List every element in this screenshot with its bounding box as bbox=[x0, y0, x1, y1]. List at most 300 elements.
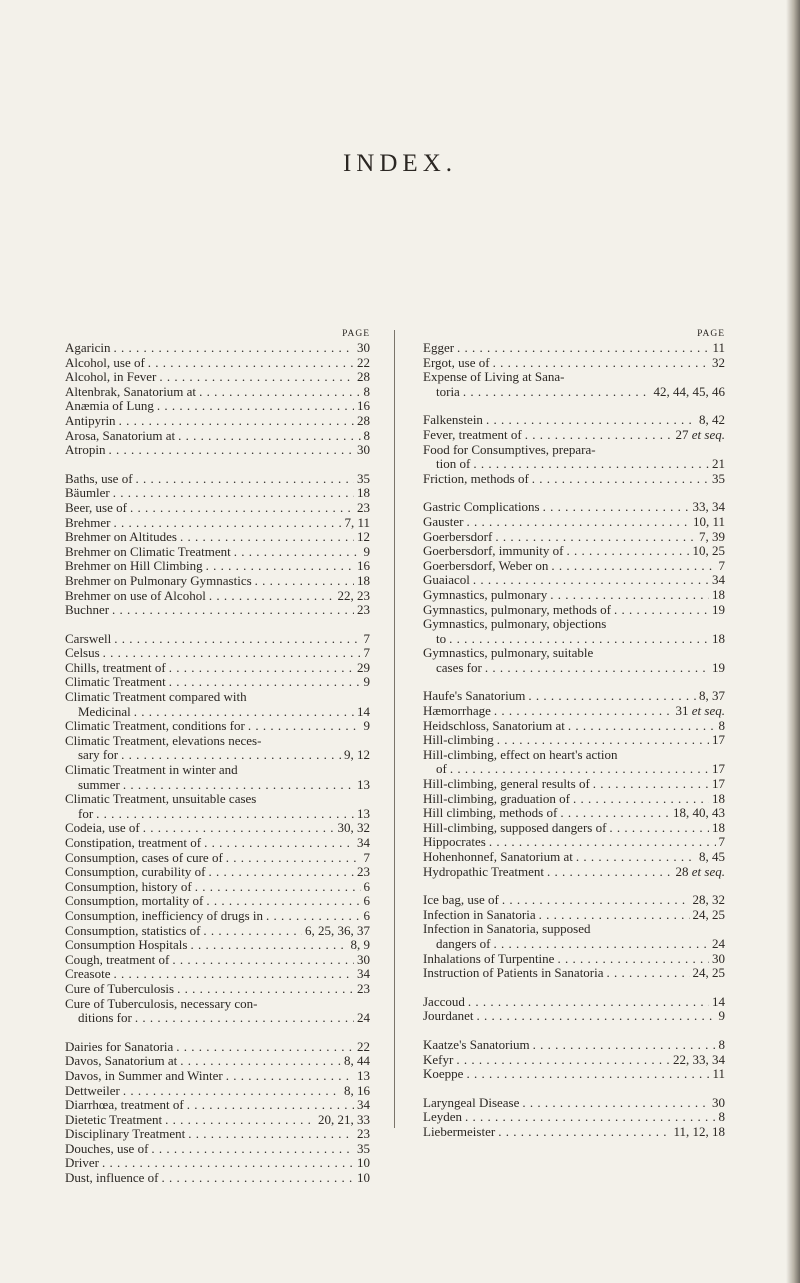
index-entry bbox=[65, 661, 370, 676]
index-entry bbox=[423, 704, 725, 719]
entry-page-numbers: 27 bbox=[675, 426, 689, 442]
entry-page-numbers: 30, 32 bbox=[337, 820, 370, 836]
leader-dots bbox=[489, 835, 716, 850]
entry-pages bbox=[712, 1067, 725, 1082]
entry-pages bbox=[712, 733, 725, 748]
entry-pages bbox=[699, 850, 725, 865]
leader-dots bbox=[162, 1171, 354, 1186]
entry-page-numbers: 12 bbox=[357, 529, 370, 545]
leader-dots bbox=[135, 1011, 354, 1026]
entry-label: Hippocrates bbox=[423, 834, 486, 850]
leader-dots bbox=[204, 836, 354, 851]
entry-label: Dust, influence of bbox=[65, 1170, 159, 1186]
entry-label: Climatic Treatment, conditions for bbox=[65, 718, 245, 734]
entry-label: Friction, methods of bbox=[423, 470, 529, 486]
entry-pages bbox=[364, 894, 371, 909]
entry-label: Infection in Sanatoria, supposed bbox=[423, 921, 591, 937]
entry-page-numbers: 8 bbox=[718, 1036, 725, 1052]
index-entry bbox=[65, 1142, 370, 1157]
leader-dots bbox=[266, 909, 361, 924]
index-group-d bbox=[65, 1040, 370, 1186]
index-entry bbox=[65, 1054, 370, 1069]
entry-pages bbox=[712, 573, 725, 588]
entry-pages bbox=[364, 880, 371, 895]
index-entry bbox=[65, 472, 370, 487]
entry-label: Climatic Treatment in winter and bbox=[65, 762, 238, 778]
entry-label: Consumption, cases of cure of bbox=[65, 849, 223, 865]
entry-page-numbers: 18 bbox=[712, 819, 725, 835]
entry-label: Heidschloss, Sanatorium at bbox=[423, 717, 565, 733]
entry-page-numbers: 9 bbox=[718, 1008, 725, 1024]
leader-dots bbox=[593, 777, 709, 792]
entry-label: Jaccoud bbox=[423, 993, 465, 1009]
leader-dots bbox=[188, 1127, 354, 1142]
entry-pages bbox=[712, 356, 725, 371]
leader-dots bbox=[136, 472, 354, 487]
leader-dots bbox=[466, 1067, 709, 1082]
entry-page-numbers: 19 bbox=[712, 601, 725, 617]
leader-dots bbox=[473, 573, 709, 588]
entry-label: Dettweiler bbox=[65, 1082, 120, 1098]
entry-page-numbers: 10 bbox=[357, 1155, 370, 1171]
index-entry bbox=[423, 472, 725, 487]
index-entry bbox=[65, 341, 370, 356]
index-entry bbox=[423, 443, 725, 458]
page-column-header: PAGE bbox=[697, 329, 725, 339]
entry-continuation-label: sary for bbox=[78, 747, 119, 763]
index-entry bbox=[65, 603, 370, 618]
entry-page-numbers: 7, 39 bbox=[699, 528, 725, 544]
leader-dots bbox=[539, 908, 690, 923]
leader-dots bbox=[151, 1142, 354, 1157]
entry-label: Expense of Living at Sana- bbox=[423, 369, 565, 385]
index-entry bbox=[423, 1125, 725, 1140]
entry-label: Climatic Treatment, elevations neces- bbox=[65, 732, 262, 748]
entry-pages bbox=[364, 429, 371, 444]
leader-dots bbox=[463, 385, 651, 400]
index-entry-continuation bbox=[65, 705, 370, 720]
entry-pages bbox=[357, 399, 370, 414]
leader-dots bbox=[528, 689, 696, 704]
entry-page-suffix: et seq. bbox=[691, 703, 725, 719]
entry-page-numbers: 34 bbox=[357, 1097, 370, 1113]
entry-label: Liebermeister bbox=[423, 1123, 496, 1139]
leader-dots bbox=[209, 589, 335, 604]
entry-label: Egger bbox=[423, 340, 455, 355]
entry-label: Fever, treatment of bbox=[423, 426, 522, 442]
entry-pages bbox=[693, 966, 726, 981]
leader-dots bbox=[522, 1096, 709, 1111]
entry-pages bbox=[357, 559, 370, 574]
leader-dots bbox=[494, 937, 709, 952]
index-entry bbox=[423, 733, 725, 748]
entry-page-numbers: 8, 37 bbox=[699, 688, 725, 704]
entry-label: Davos, in Summer and Winter bbox=[65, 1067, 223, 1083]
index-entry-continuation bbox=[423, 385, 725, 400]
entry-pages bbox=[357, 501, 370, 516]
entry-pages bbox=[719, 835, 726, 850]
index-entry bbox=[423, 341, 725, 356]
index-entry bbox=[65, 997, 370, 1012]
entry-page-numbers: 10, 25 bbox=[692, 543, 725, 559]
leader-dots bbox=[159, 370, 354, 385]
entry-pages: 24 bbox=[357, 1010, 370, 1026]
entry-label: Hill-climbing bbox=[423, 732, 494, 748]
index-entry bbox=[65, 836, 370, 851]
entry-label: Chills, treatment of bbox=[65, 659, 166, 675]
leader-dots bbox=[113, 967, 354, 982]
entry-page-numbers: 23 bbox=[357, 499, 370, 515]
entry-pages bbox=[719, 1009, 726, 1024]
entry-pages: 19 bbox=[712, 659, 725, 675]
entry-label: Alcohol, in Fever bbox=[65, 369, 157, 385]
entry-label: Food for Consumptives, prepara- bbox=[423, 441, 596, 457]
entry-pages: 21 bbox=[712, 456, 725, 472]
entry-label: Baths, use of bbox=[65, 470, 133, 486]
entry-page-numbers: 30 bbox=[357, 951, 370, 967]
entry-label: Consumption, inefficiency of drugs in bbox=[65, 907, 263, 923]
leader-dots bbox=[172, 953, 354, 968]
index-entry bbox=[65, 1113, 370, 1128]
index-entry bbox=[65, 938, 370, 953]
entry-page-numbers: 23 bbox=[357, 864, 370, 880]
entry-pages bbox=[357, 370, 370, 385]
entry-page-numbers: 9 bbox=[363, 543, 370, 559]
index-entry-continuation bbox=[65, 807, 370, 822]
index-entry bbox=[65, 501, 370, 516]
entry-label: Laryngeal Disease bbox=[423, 1094, 520, 1110]
index-entry bbox=[423, 908, 725, 923]
entry-pages bbox=[676, 865, 725, 880]
leader-dots bbox=[607, 966, 690, 981]
entry-page-numbers: 28 bbox=[357, 412, 370, 428]
entry-page-numbers: 22, 33, 34 bbox=[673, 1051, 725, 1067]
index-entry bbox=[65, 1040, 370, 1055]
index-entry bbox=[423, 821, 725, 836]
index-entry-continuation bbox=[423, 632, 725, 647]
entry-label: Ice bag, use of bbox=[423, 892, 499, 908]
entry-pages bbox=[344, 1084, 370, 1099]
entry-label: Brehmer on Pulmonary Gymnastics bbox=[65, 572, 252, 588]
index-entry bbox=[423, 995, 725, 1010]
index-entry bbox=[65, 486, 370, 501]
entry-label: Hill-climbing, supposed dangers of bbox=[423, 819, 607, 835]
entry-continuation-label: dangers of bbox=[436, 935, 491, 951]
index-entry bbox=[423, 603, 725, 618]
index-group-h bbox=[423, 689, 725, 879]
entry-label: Beer, use of bbox=[65, 499, 127, 515]
leader-dots bbox=[532, 472, 709, 487]
leader-dots bbox=[560, 806, 670, 821]
entry-page-numbers: 18 bbox=[712, 790, 725, 806]
entry-pages bbox=[357, 865, 370, 880]
entry-label: Goerbersdorf, Weber on bbox=[423, 557, 549, 573]
index-entry bbox=[65, 967, 370, 982]
index-entry-continuation bbox=[423, 937, 725, 952]
entry-label: Consumption Hospitals bbox=[65, 937, 188, 953]
leader-dots bbox=[169, 675, 361, 690]
leader-dots bbox=[157, 399, 354, 414]
entry-pages bbox=[693, 500, 726, 515]
column-divider bbox=[394, 330, 395, 1128]
leader-dots bbox=[502, 893, 690, 908]
index-entry-continuation bbox=[423, 762, 725, 777]
index-entry bbox=[65, 646, 370, 661]
index-group-j bbox=[423, 995, 725, 1024]
entry-page-numbers: 23 bbox=[357, 1126, 370, 1142]
entry-page-numbers: 16 bbox=[357, 558, 370, 574]
entry-pages: 24 bbox=[712, 935, 725, 951]
index-entry bbox=[423, 544, 725, 559]
leader-dots bbox=[543, 500, 690, 515]
page-title: INDEX. bbox=[342, 150, 457, 177]
index-entry bbox=[65, 370, 370, 385]
entry-page-numbers: 6 bbox=[363, 907, 370, 923]
entry-pages bbox=[364, 632, 371, 647]
entry-label: Diarrhœa, treatment of bbox=[65, 1097, 184, 1113]
leader-dots bbox=[96, 807, 354, 822]
index-group-l bbox=[423, 1096, 725, 1140]
entry-label: Gymnastics, pulmonary bbox=[423, 586, 548, 602]
entry-page-numbers: 22, 23 bbox=[337, 587, 370, 603]
index-column-right bbox=[423, 328, 725, 1140]
entry-pages bbox=[693, 515, 725, 530]
entry-page-numbers: 16 bbox=[357, 398, 370, 414]
entry-page-numbers: 9 bbox=[363, 718, 370, 734]
index-entry bbox=[65, 429, 370, 444]
entry-pages: 14 bbox=[357, 703, 370, 719]
entry-pages bbox=[673, 1125, 725, 1140]
entry-pages bbox=[357, 356, 370, 371]
entry-page-numbers: 30 bbox=[357, 442, 370, 458]
entry-pages: 13 bbox=[357, 776, 370, 792]
leader-dots bbox=[494, 704, 673, 719]
leader-dots bbox=[165, 1113, 315, 1128]
index-group-a bbox=[65, 341, 370, 458]
entry-page-numbers: 29 bbox=[357, 659, 370, 675]
entry-pages bbox=[719, 559, 726, 574]
entry-page-numbers: 22 bbox=[357, 354, 370, 370]
leader-dots bbox=[206, 559, 354, 574]
entry-continuation-label: Medicinal bbox=[78, 703, 131, 719]
entry-pages: 13 bbox=[357, 805, 370, 821]
index-entry bbox=[65, 414, 370, 429]
index-entry bbox=[423, 515, 725, 530]
entry-pages bbox=[712, 341, 725, 356]
entry-page-numbers: 8, 45 bbox=[699, 849, 725, 864]
index-entry bbox=[65, 516, 370, 531]
leader-dots bbox=[103, 646, 361, 661]
index-entry bbox=[65, 589, 370, 604]
index-group-i bbox=[423, 893, 725, 981]
leader-dots bbox=[614, 603, 709, 618]
entry-page-numbers: 18, 40, 43 bbox=[673, 805, 725, 821]
entry-pages bbox=[344, 516, 370, 531]
index-entry bbox=[423, 1110, 725, 1125]
entry-pages bbox=[712, 821, 725, 836]
entry-page-numbers: 34 bbox=[357, 966, 370, 982]
entry-label: Instruction of Patients in Sanatoria bbox=[423, 965, 604, 981]
entry-pages bbox=[673, 806, 725, 821]
entry-pages bbox=[364, 909, 371, 924]
entry-page-numbers: 7 bbox=[363, 630, 370, 646]
entry-pages bbox=[318, 1113, 370, 1128]
entry-page-numbers: 6 bbox=[363, 878, 370, 894]
entry-page-numbers: 7, 11 bbox=[344, 514, 370, 530]
index-entry bbox=[423, 806, 725, 821]
entry-continuation-label: cases for bbox=[436, 659, 482, 675]
index-entry bbox=[423, 922, 725, 937]
index-entry bbox=[65, 821, 370, 836]
index-entry bbox=[423, 530, 725, 545]
entry-continuation-label: for bbox=[78, 805, 94, 821]
index-entry bbox=[423, 893, 725, 908]
entry-pages bbox=[699, 413, 725, 428]
entry-pages bbox=[357, 341, 370, 356]
leader-dots bbox=[576, 850, 696, 865]
entry-label: Koeppe bbox=[423, 1066, 464, 1082]
entry-label: Brehmer on use of Alcohol bbox=[65, 587, 206, 603]
entry-label: Driver bbox=[65, 1155, 99, 1171]
index-entry bbox=[65, 865, 370, 880]
entry-pages bbox=[357, 982, 370, 997]
entry-label: Consumption, statistics of bbox=[65, 922, 201, 938]
entry-pages bbox=[719, 1110, 726, 1125]
index-entry bbox=[65, 924, 370, 939]
index-entry bbox=[423, 1009, 725, 1024]
entry-pages bbox=[719, 1038, 726, 1053]
leader-dots bbox=[169, 661, 354, 676]
entry-page-numbers: 8, 44 bbox=[344, 1053, 370, 1069]
entry-pages bbox=[357, 472, 370, 487]
index-entry-continuation bbox=[65, 778, 370, 793]
index-group-k bbox=[423, 1038, 725, 1082]
entry-page-numbers: 35 bbox=[357, 470, 370, 486]
entry-label: Consumption, history of bbox=[65, 878, 192, 894]
entry-page-numbers: 31 bbox=[675, 703, 689, 719]
entry-label: Gastric Complications bbox=[423, 499, 540, 515]
index-entry bbox=[65, 1069, 370, 1084]
index-entry bbox=[65, 1156, 370, 1171]
index-entry bbox=[423, 588, 725, 603]
leader-dots bbox=[468, 995, 709, 1010]
index-entry bbox=[65, 1171, 370, 1186]
leader-dots bbox=[248, 719, 361, 734]
entry-label: Inhalations of Turpentine bbox=[423, 950, 555, 966]
index-entry bbox=[423, 1067, 725, 1082]
entry-page-numbers: 6, 25, 36, 37 bbox=[305, 922, 370, 938]
index-entry bbox=[423, 1038, 725, 1053]
entry-label: Hæmorrhage bbox=[423, 703, 491, 719]
entry-label: Kefyr bbox=[423, 1051, 454, 1067]
entry-pages bbox=[357, 530, 370, 545]
index-entry bbox=[65, 1127, 370, 1142]
entry-label: Haufe's Sanatorium bbox=[423, 688, 526, 704]
leader-dots bbox=[108, 443, 354, 458]
entry-pages bbox=[305, 924, 370, 939]
index-entry bbox=[423, 850, 725, 865]
entry-pages bbox=[357, 1142, 370, 1157]
index-entry-continuation bbox=[65, 748, 370, 763]
leader-dots bbox=[102, 1156, 354, 1171]
entry-page-numbers: 35 bbox=[357, 1140, 370, 1156]
index-entry bbox=[423, 777, 725, 792]
entry-pages bbox=[712, 952, 725, 967]
entry-continuation-label: tion of bbox=[436, 456, 471, 472]
leader-dots bbox=[113, 341, 354, 356]
entry-pages bbox=[364, 385, 371, 400]
entry-pages bbox=[357, 1098, 370, 1113]
entry-pages bbox=[699, 530, 725, 545]
index-entry bbox=[65, 719, 370, 734]
entry-continuation-label: toria bbox=[436, 383, 460, 399]
entry-page-numbers: 30 bbox=[712, 950, 725, 966]
entry-label: Guaiacol bbox=[423, 572, 470, 588]
entry-label: Kaatze's Sanatorium bbox=[423, 1036, 530, 1052]
entry-page-numbers: 10, 11 bbox=[692, 513, 725, 529]
entry-page-suffix: et seq. bbox=[691, 426, 725, 442]
entry-pages bbox=[364, 719, 371, 734]
index-entry bbox=[65, 763, 370, 778]
entry-pages bbox=[712, 588, 725, 603]
entry-page-numbers: 8, 42 bbox=[699, 412, 725, 428]
entry-label: Hill climbing, methods of bbox=[423, 805, 558, 821]
entry-pages: 9, 12 bbox=[344, 747, 370, 763]
leader-dots bbox=[466, 515, 690, 530]
entry-pages bbox=[338, 821, 371, 836]
leader-dots bbox=[114, 632, 360, 647]
entry-label: Buchner bbox=[65, 602, 110, 618]
entry-label: Cure of Tuberculosis bbox=[65, 980, 175, 996]
index-entry bbox=[65, 953, 370, 968]
entry-label: Goerbersdorf, immunity of bbox=[423, 543, 564, 559]
entry-pages bbox=[719, 719, 726, 734]
leader-dots bbox=[180, 530, 354, 545]
entry-page-numbers: 11 bbox=[712, 340, 725, 355]
entry-pages bbox=[712, 603, 725, 618]
entry-continuation-label: to bbox=[436, 630, 447, 646]
leader-dots bbox=[190, 938, 347, 953]
entry-label: Hill-climbing, general results of bbox=[423, 776, 590, 792]
entry-label: Antipyrin bbox=[65, 412, 116, 428]
leader-dots bbox=[486, 413, 696, 428]
index-entry bbox=[65, 530, 370, 545]
leader-dots bbox=[112, 603, 354, 618]
entry-label: Gymnastics, pulmonary, methods of bbox=[423, 601, 611, 617]
index-entry bbox=[65, 851, 370, 866]
leader-dots bbox=[557, 952, 709, 967]
entry-page-numbers: 28, 32 bbox=[692, 892, 725, 908]
index-entry bbox=[423, 617, 725, 632]
index-entry bbox=[65, 675, 370, 690]
leader-dots bbox=[457, 341, 709, 356]
leader-dots bbox=[465, 1110, 716, 1125]
entry-page-numbers: 18 bbox=[712, 586, 725, 602]
page-column-header: PAGE bbox=[342, 329, 370, 339]
index-entry-continuation bbox=[423, 661, 725, 676]
entry-pages bbox=[357, 836, 370, 851]
index-entry bbox=[65, 385, 370, 400]
entry-label: Atropin bbox=[65, 442, 106, 458]
entry-label: Hohenhonnef, Sanatorium at bbox=[423, 849, 573, 864]
leader-dots bbox=[609, 821, 709, 836]
entry-page-numbers: 28 bbox=[357, 369, 370, 385]
entry-continuation-label: of bbox=[436, 761, 447, 777]
entry-pages: 17 bbox=[712, 761, 725, 777]
index-entry bbox=[65, 690, 370, 705]
leader-dots bbox=[113, 486, 354, 501]
index-entry bbox=[65, 559, 370, 574]
